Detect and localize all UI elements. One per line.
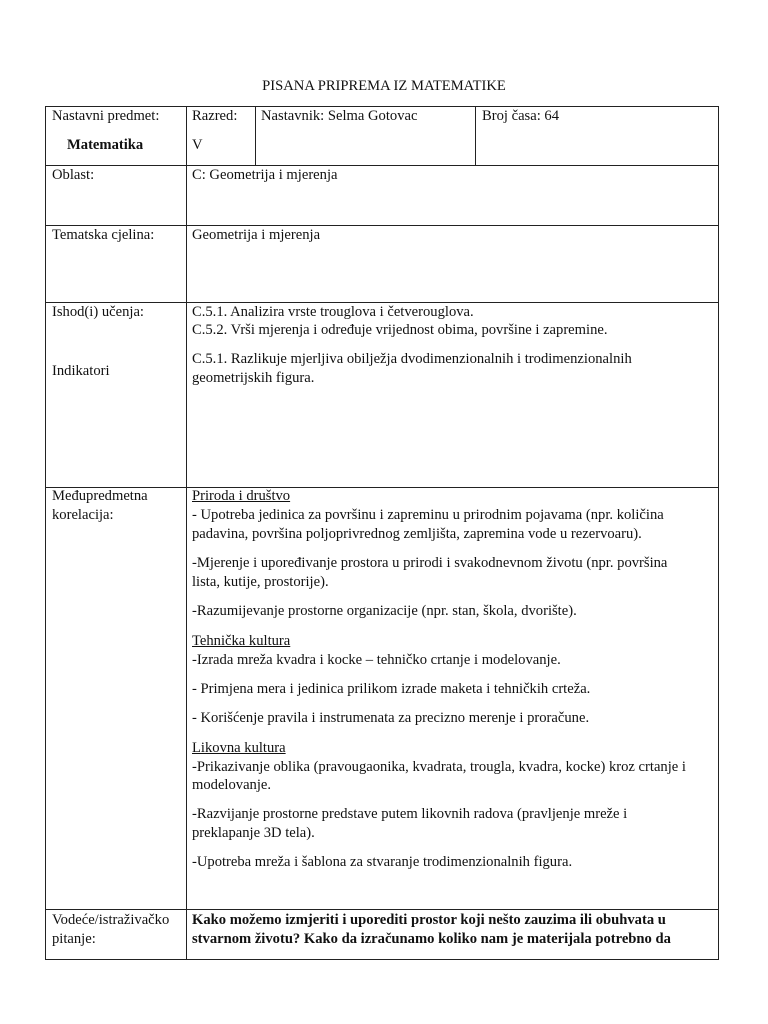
correlation-item: -Prikazivanje oblika (pravougaonika, kvadrata, trougla, kvadra, kocke) kroz crtanje i: [192, 759, 686, 775]
outcome-c51: C.5.1. Analizira vrste trouglova i četverouglova.: [192, 304, 474, 320]
subject-value: Matematika: [67, 137, 144, 153]
correlation-item: -Izrada mreža kvadra i kocke – tehničko crtanje i modelovanje.: [192, 652, 561, 668]
column-divider: [186, 107, 187, 959]
grade-label: Razred:: [192, 108, 238, 124]
teacher-name: Nastavnik: Selma Gotovac: [261, 108, 418, 124]
correlation-item: - Korišćenje pravila i instrumenata za precizno merenje i proračune.: [192, 710, 590, 726]
guiding-question-text: stvarnom životu? Kako da izračunamo koliko nam je materijala potrebno da: [192, 931, 671, 947]
correlation-item: -Razumijevanje prostorne organizacije (npr. stan, škola, dvorište).: [192, 603, 577, 619]
row-divider: [46, 165, 718, 166]
area-value: C: Geometrija i mjerenja: [192, 167, 338, 183]
outcome-c52: C.5.2. Vrši mjerenja i određuje vrijednost obima, površine i zapremine.: [192, 322, 608, 338]
correlation-item: preklapanje 3D tela).: [192, 825, 315, 841]
lesson-plan-table: [45, 106, 719, 960]
column-divider: [475, 107, 476, 165]
correlation-item: modelovanje.: [192, 777, 272, 793]
lesson-number: Broj časa: 64: [482, 108, 560, 124]
correlation-item: lista, kutije, prostorije).: [192, 574, 329, 590]
grade-value: V: [192, 137, 203, 153]
correlation-item: -Razvijanje prostorne predstave putem likovnih radova (pravljenje mreže i: [192, 806, 628, 822]
guiding-question-text: Kako možemo izmjeriti i uporediti prostor koji nešto zauzima ili obuhvata u: [192, 912, 666, 928]
document-title: PISANA PRIPREMA IZ MATEMATIKE: [262, 78, 506, 94]
indicators-label: Indikatori: [52, 363, 110, 379]
correlation-label: korelacija:: [52, 507, 114, 523]
correlation-item: - Primjena mera i jedinica prilikom izrade maketa i tehničkih crteža.: [192, 681, 591, 697]
correlation-item: -Upotreba mreža i šablona za stvaranje trodimenzionalnih figura.: [192, 854, 573, 870]
indicator-line: geometrijskih figura.: [192, 370, 315, 386]
guiding-question-label: pitanje:: [52, 931, 96, 947]
nature-heading: Priroda i društvo: [192, 488, 291, 504]
tech-heading: Tehnička kultura: [192, 633, 291, 649]
subject-label: Nastavni predmet:: [52, 108, 160, 124]
art-heading: Likovna kultura: [192, 740, 286, 756]
guiding-question-label: Vodeće/istraživačko: [52, 912, 170, 928]
column-divider: [255, 107, 256, 165]
correlation-item: -Mjerenje i upoređivanje prostora u prirodi i svakodnevnom životu (npr. površina: [192, 555, 668, 571]
thematic-unit-label: Tematska cjelina:: [52, 227, 155, 243]
outcomes-label: Ishod(i) učenja:: [52, 304, 144, 320]
correlation-item: padavina, površina poljoprivrednog zemljišta, zapremina vode u rezervoaru).: [192, 526, 642, 542]
thematic-unit-value: Geometrija i mjerenja: [192, 227, 321, 243]
row-divider: [46, 909, 718, 910]
correlation-item: - Upotreba jedinica za površinu i zapreminu u prirodnim pojavama (npr. količina: [192, 507, 664, 523]
indicator-line: C.5.1. Razlikuje mjerljiva obilježja dvodimenzionalnih i trodimenzionalnih: [192, 351, 632, 367]
area-label: Oblast:: [52, 167, 95, 183]
correlation-label: Međupredmetna: [52, 488, 148, 504]
